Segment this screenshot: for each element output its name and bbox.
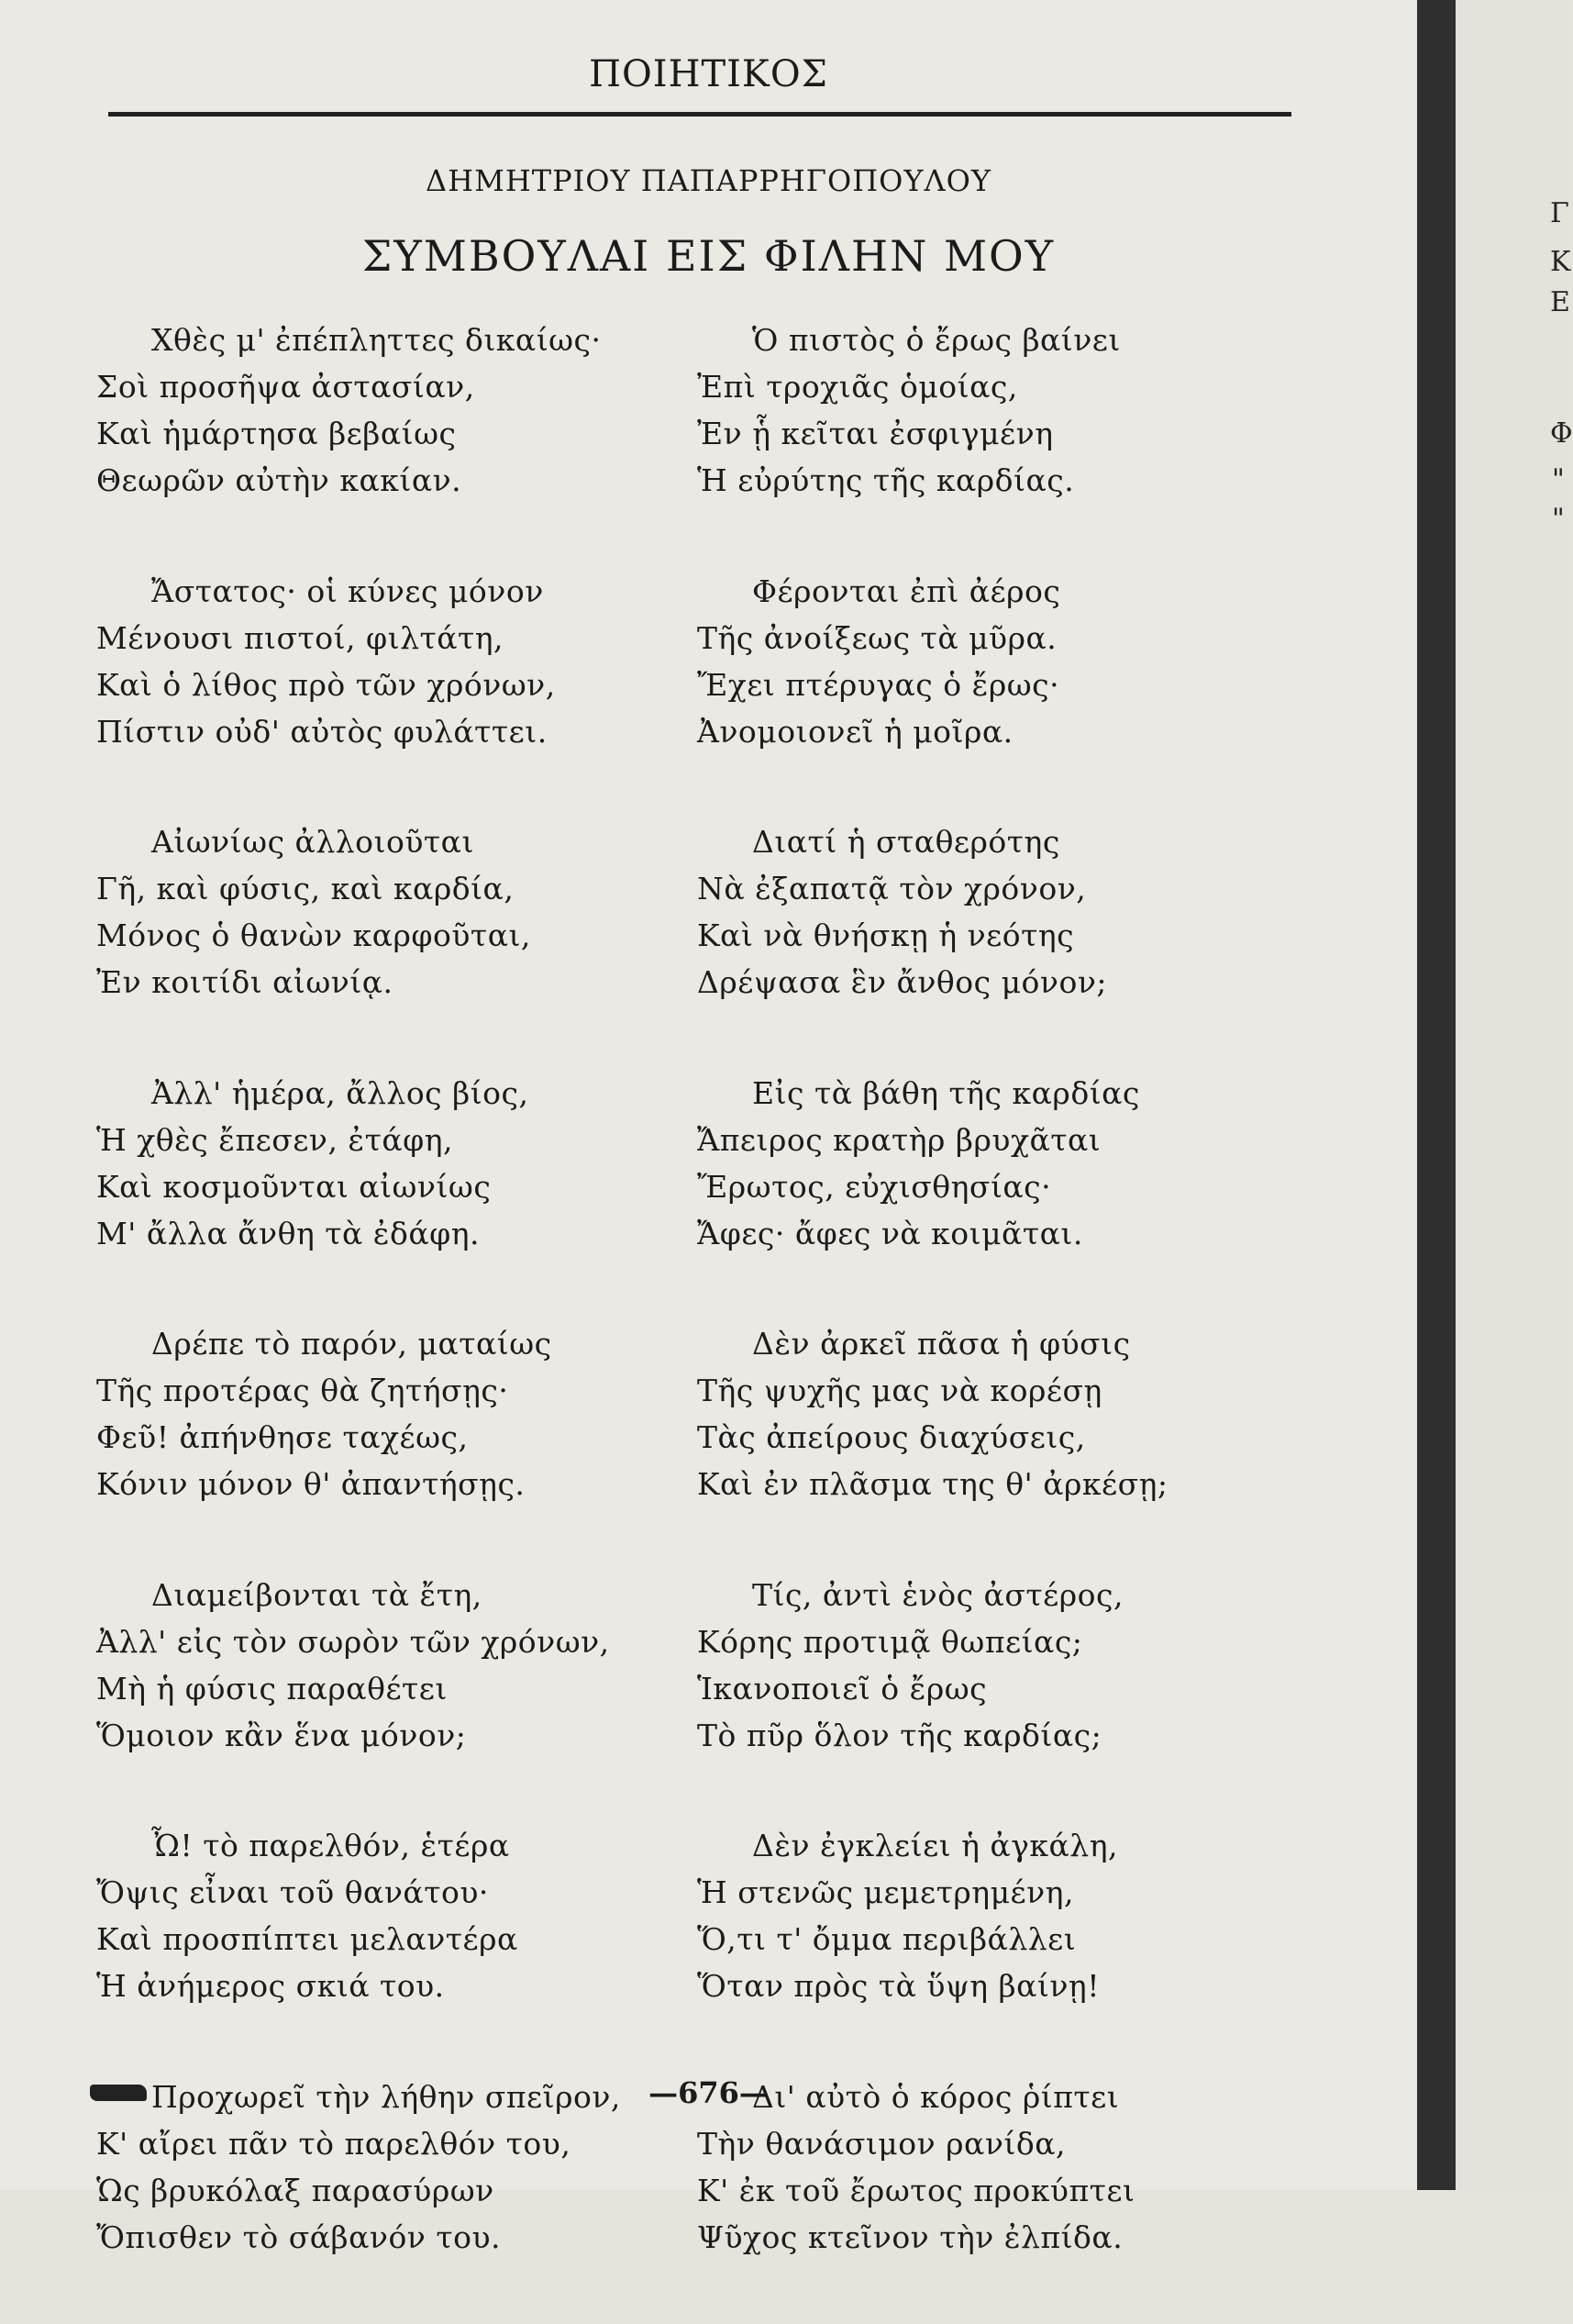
verse-line: Τίς, ἀντὶ ἑνὸς ἀστέρος,: [697, 1572, 1339, 1618]
verse-line: Ἄφες· ἄφες νὰ κοιμᾶται.: [697, 1210, 1339, 1257]
verse-line: Ἐν ᾗ κεῖται ἐσφιγμένη: [697, 410, 1339, 457]
verse-line: Φέρονται ἐπὶ ἀέρος: [697, 568, 1339, 615]
verse-line: Μένουσι πιστοί, φιλτάτη,: [96, 615, 683, 662]
stanza: [697, 1070, 1339, 1321]
verse-line: Ἀλλ' ἡμέρα, ἄλλος βίος,: [96, 1070, 683, 1117]
stanza: [96, 317, 683, 568]
edge-letter: Φ: [1550, 417, 1573, 450]
verse-line: Αἰωνίως ἀλλοιοῦται: [96, 818, 683, 865]
verse-line: Κ' αἴρει πᾶν τὸ παρελθόν του,: [96, 2120, 683, 2167]
verse-line: Δι' αὐτὸ ὁ κόρος ῥίπτει: [697, 2074, 1339, 2120]
verse-line: Μὴ ἡ φύσις παραθέτει: [96, 1665, 683, 1712]
verse-line: Καὶ νὰ θνήσκῃ ἡ νεότης: [697, 912, 1339, 959]
verse-line: Τὴν θανάσιμον ρανίδα,: [697, 2120, 1339, 2167]
verse-line: Θεωρῶν αὐτὴν κακίαν.: [96, 457, 683, 504]
verse-line: Χθὲς μ' ἐπέπληττες δικαίως·: [96, 317, 683, 363]
verse-line: Τῆς ἀνοίξεως τὰ μῦρα.: [697, 615, 1339, 662]
verse-line: Ἱκανοποιεῖ ὁ ἔρως: [697, 1665, 1339, 1712]
verse-line: Ὅ,τι τ' ὄμμα περιβάλλει: [697, 1916, 1339, 1963]
verse-line: Ἔχει πτέρυγας ὁ ἔρως·: [697, 662, 1339, 708]
verse-line: Ἡ εὐρύτης τῆς καρδίας.: [697, 457, 1339, 504]
verse-line: Ὄψις εἶναι τοῦ θανάτου·: [96, 1869, 683, 1916]
verse-line: Καὶ ἐν πλᾶσμα της θ' ἀρκέσῃ;: [697, 1461, 1339, 1507]
stanza: [697, 818, 1339, 1070]
poem-title: ΣΥΜΒΟΥΛΑΙ ΕΙΣ ΦΙΛΗΝ ΜΟΥ: [0, 231, 1417, 281]
stanza: [697, 1320, 1339, 1572]
stanza: [96, 1822, 683, 2074]
verse-line: Ἄπειρος κρατὴρ βρυχᾶται: [697, 1117, 1339, 1163]
right-column: [697, 317, 1339, 2324]
stanza: [96, 1572, 683, 1823]
verse-line: Ἀνομοιονεῖ ἡ μοῖρα.: [697, 708, 1339, 755]
verse-line: Ἄστατος· οἱ κύνες μόνον: [96, 568, 683, 615]
verse-line: Δρέψασα ἓν ἄνθος μόνον;: [697, 959, 1339, 1006]
edge-letter: ": [1552, 503, 1565, 535]
verse-line: Καὶ ὁ λίθος πρὸ τῶν χρόνων,: [96, 662, 683, 708]
stanza: [697, 1822, 1339, 2074]
stanza: [697, 1572, 1339, 1823]
verse-line: Προχωρεῖ τὴν λήθην σπεῖρον,: [96, 2074, 683, 2120]
stanza: [96, 1070, 683, 1321]
verse-line: Γῆ, καὶ φύσις, καὶ καρδία,: [96, 865, 683, 912]
verse-line: Καὶ ἡμάρτησα βεβαίως: [96, 410, 683, 457]
stanza: [697, 568, 1339, 819]
verse-line: Τὰς ἀπείρους διαχύσεις,: [697, 1414, 1339, 1461]
stanza: [96, 818, 683, 1070]
page-number: —676—: [0, 2075, 1417, 2110]
verse-line: Δρέπε τὸ παρόν, ματαίως: [96, 1320, 683, 1367]
verse-line: Πίστιν οὐδ' αὐτὸς φυλάττει.: [96, 708, 683, 755]
verse-line: Ὦ! τὸ παρελθόν, ἑτέρα: [96, 1822, 683, 1869]
verse-line: Ἐπὶ τροχιᾶς ὁμοίας,: [697, 363, 1339, 410]
verse-line: Καὶ προσπίπτει μελαντέρα: [96, 1916, 683, 1963]
verse-line: Τῆς ψυχῆς μας νὰ κορέσῃ: [697, 1367, 1339, 1414]
stanza: [697, 317, 1339, 568]
verse-line: Σοὶ προσῆψα ἀστασίαν,: [96, 363, 683, 410]
verse-line: Ἡ χθὲς ἔπεσεν, ἐτάφη,: [96, 1117, 683, 1163]
verse-line: Ἐν κοιτίδι αἰωνίᾳ.: [96, 959, 683, 1006]
verse-line: Μόνος ὁ θανὼν καρφοῦται,: [96, 912, 683, 959]
running-head: ΠΟΙΗΤΙΚΟΣ: [0, 53, 1417, 95]
stanza: [96, 1320, 683, 1572]
adjacent-page-edge: [1456, 0, 1569, 2190]
verse-line: Μ' ἄλλα ἄνθη τὰ ἐδάφη.: [96, 1210, 683, 1257]
edge-letter: Ε: [1550, 286, 1570, 318]
verse-line: Ἡ στενῶς μεμετρημένη,: [697, 1869, 1339, 1916]
verse-line: Ὅταν πρὸς τὰ ὕψη βαίνῃ!: [697, 1963, 1339, 2009]
verse-line: Διαμείβονται τὰ ἔτη,: [96, 1572, 683, 1618]
verse-line: Τὸ πῦρ ὅλον τῆς καρδίας;: [697, 1712, 1339, 1759]
book-gutter: [1417, 0, 1456, 2190]
stanza: [697, 2074, 1339, 2324]
verse-line: Ψῦχος κτεῖνον τὴν ἐλπίδα.: [697, 2214, 1339, 2261]
verse-line: Ἀλλ' εἰς τὸν σωρὸν τῶν χρόνων,: [96, 1618, 683, 1665]
edge-letter: Κ: [1550, 246, 1570, 278]
verse-line: Κόνιν μόνον θ' ἀπαντήσῃς.: [96, 1461, 683, 1507]
stanza: [96, 2074, 683, 2324]
verse-line: Δὲν ἀρκεῖ πᾶσα ἡ φύσις: [697, 1320, 1339, 1367]
stanza: [96, 568, 683, 819]
verse-line: Εἰς τὰ βάθη τῆς καρδίας: [697, 1070, 1339, 1117]
verse-line: Δὲν ἐγκλείει ἡ ἀγκάλη,: [697, 1822, 1339, 1869]
verse-line: Τῆς προτέρας θὰ ζητήσῃς·: [96, 1367, 683, 1414]
author-name: ΔΗΜΗΤΡΙΟΥ ΠΑΠΑΡΡΗΓΟΠΟΥΛΟΥ: [0, 163, 1417, 198]
verse-line: Καὶ κοσμοῦνται αἰωνίως: [96, 1163, 683, 1210]
verse-line: Κ' ἐκ τοῦ ἔρωτος προκύπτει: [697, 2167, 1339, 2214]
header-rule: [108, 112, 1291, 117]
verse-line: Κόρης προτιμᾷ θωπείας;: [697, 1618, 1339, 1665]
verse-line: Ὡς βρυκόλαξ παρασύρων: [96, 2167, 683, 2214]
verse-line: Ὄπισθεν τὸ σάβανόν του.: [96, 2214, 683, 2261]
verse-line: Φεῦ! ἀπήνθησε ταχέως,: [96, 1414, 683, 1461]
verse-line: Νὰ ἐξαπατᾷ τὸν χρόνον,: [697, 865, 1339, 912]
left-column: [96, 317, 683, 2324]
verse-line: Ὁ πιστὸς ὁ ἔρως βαίνει: [697, 317, 1339, 363]
verse-line: Ὅμοιον κἂν ἕνα μόνον;: [96, 1712, 683, 1759]
edge-letter: Γ: [1550, 197, 1569, 229]
edge-letter: ": [1552, 463, 1565, 495]
verse-line: Ἡ ἀνήμερος σκιά του.: [96, 1963, 683, 2009]
verse-line: Ἔρωτος, εὐχισθησίας·: [697, 1163, 1339, 1210]
verse-line: Διατί ἡ σταθερότης: [697, 818, 1339, 865]
